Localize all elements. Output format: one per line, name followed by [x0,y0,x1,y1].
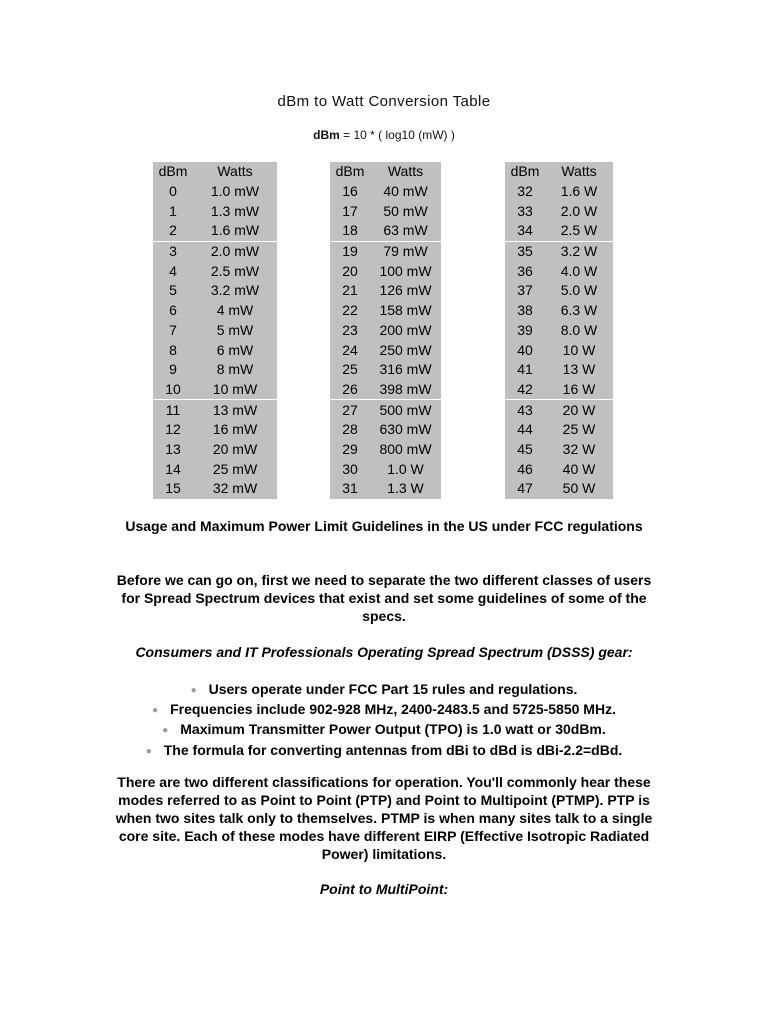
table-row [330,221,441,241]
dbm-cell: 2 [169,222,177,239]
table-row [153,459,277,479]
dbm-cell: 20 [342,262,358,279]
watts-cell: 1.6 mW [210,222,260,239]
watts-cell: 1.6 W [560,183,598,200]
page-title: dBm to Watt Conversion Table [277,93,491,110]
table-row [505,321,613,341]
point-to-multipoint-heading: Point to MultiPoint: [319,881,449,897]
intro-paragraph: Before we can go on, first we need to separate the two different classes of users for Spread Spectrum devices that exist and set some guidelines of some of the specs. [116,572,652,624]
column-header-watts: Watts [561,163,597,180]
table-row [153,221,277,241]
table-row [153,420,277,440]
bullet-icon: ● [162,725,169,737]
dbm-cell: 10 [165,380,181,397]
table-row [153,182,277,202]
conversion-table-3 [505,162,613,499]
table-row [153,479,277,499]
watts-cell: 40 mW [383,183,428,200]
table-header-row [153,162,277,182]
watts-cell: 32 mW [212,480,258,497]
dbm-cell: 15 [165,480,181,497]
dbm-cell: 8 [169,341,177,358]
table-row [330,340,441,360]
table-row [505,241,613,261]
watts-cell: 25 W [562,421,596,438]
watts-cell: 200 mW [379,321,432,338]
dbm-cell: 9 [169,361,177,378]
watts-cell: 4 mW [216,302,254,319]
table-row [505,301,613,321]
watts-cell: 40 W [562,460,596,477]
table-row [505,201,613,221]
consumer-heading: Consumers and IT Professionals Operating Spread Spectrum (DSSS) gear: [135,644,633,660]
watts-cell: 4.0 W [560,262,598,279]
watts-cell: 63 mW [383,222,428,239]
list-item [110,700,658,720]
column-header-dbm: dBm [510,163,540,180]
watts-cell: 20 mW [212,440,258,457]
dbm-cell: 32 [517,183,533,200]
formula-expression: = 10 * ( log10 (mW) ) [339,128,455,142]
dbm-cell: 13 [165,440,181,457]
table-header-row [330,162,441,182]
dbm-cell: 6 [169,302,177,319]
dbm-cell: 47 [517,480,533,497]
dbm-cell: 1 [169,202,177,219]
watts-cell: 8.0 W [560,321,598,338]
list-item-text: Maximum Transmitter Power Output (TPO) is 1.0 watt or 30dBm. [180,721,606,738]
watts-cell: 3.2 mW [210,282,260,299]
watts-cell: 10 W [562,341,596,358]
dbm-cell: 44 [517,421,533,438]
watts-cell: 10 mW [212,380,258,397]
watts-cell: 2.0 mW [193,241,277,261]
table-row [330,400,441,420]
column-header-dbm: dBm [335,163,365,180]
watts-cell: 16 mW [212,421,258,438]
table-row [505,182,613,202]
dbm-cell: 25 [342,361,358,378]
list-item [110,720,658,740]
table-row [153,340,277,360]
table-row [505,420,613,440]
watts-cell: 316 mW [379,361,432,378]
dbm-cell: 43 [505,400,545,420]
table-row [330,420,441,440]
dbm-cell: 11 [153,400,193,420]
table-row [330,241,441,261]
table-row [330,440,441,460]
dbm-cell: 41 [517,361,533,378]
dbm-cell: 5 [169,282,177,299]
dbm-cell: 17 [342,202,358,219]
dbm-cell: 18 [342,222,358,239]
dbm-cell: 30 [342,460,358,477]
dbm-cell: 4 [169,262,177,279]
table-row [330,261,441,281]
watts-cell: 2.5 mW [210,262,260,279]
dbm-cell: 42 [517,380,533,397]
dbm-cell: 29 [342,440,358,457]
list-item [110,741,658,761]
table-row [330,321,441,341]
table-row [153,400,277,420]
watts-cell: 50 W [562,480,596,497]
watts-cell: 2.0 W [560,202,598,219]
dbm-cell: 19 [330,241,370,261]
dbm-cell: 3 [153,241,193,261]
usage-heading: Usage and Maximum Power Limit Guidelines in the US under FCC regulations [125,518,643,534]
column-header-watts: Watts [217,163,253,180]
watts-cell: 25 mW [212,460,258,477]
table-row [330,459,441,479]
bullet-icon: ● [152,705,159,717]
dbm-cell: 33 [517,202,533,219]
dbm-cell: 14 [165,460,181,477]
table-row [153,301,277,321]
dbm-cell: 12 [165,421,181,438]
table-row [153,201,277,221]
table-row [153,281,277,301]
dbm-cell: 26 [342,380,358,397]
dbm-cell: 23 [342,321,358,338]
table-row [505,261,613,281]
bullet-icon: ● [190,685,197,696]
dbm-cell: 38 [517,302,533,319]
watts-cell: 800 mW [379,440,432,457]
table-row [153,321,277,341]
guidelines-list [110,680,658,761]
table-row [153,380,277,400]
dbm-cell: 27 [330,400,370,420]
watts-cell: 79 mW [370,241,441,261]
table-row [153,241,277,261]
dbm-cell: 46 [517,460,533,477]
watts-cell: 126 mW [379,282,432,299]
dbm-cell: 21 [342,282,358,299]
classification-paragraph: There are two different classifications for operation. You'll commonly hear these modes referred to as Point to Point (PTP) and Point to Multipoint (PTMP). PTP is when two sites talk only to themselves. PTMP is when many sites talk to a single core site. Each of these modes have different EIRP (Effective Isotropic Radiated Power) limitations. [115,774,653,862]
list-item [110,680,658,700]
formula-dbm-label: dBm [313,128,340,142]
watts-cell: 6 mW [216,341,254,358]
watts-cell: 8 mW [216,361,254,378]
watts-cell: 13 mW [193,400,277,420]
table-row [505,281,613,301]
table-row [505,340,613,360]
dbm-cell: 7 [169,321,177,338]
table-row [505,380,613,400]
dbm-cell: 39 [517,321,533,338]
watts-cell: 100 mW [379,262,432,279]
table-row [330,182,441,202]
table-row [505,221,613,241]
watts-cell: 1.0 W [387,460,424,477]
dbm-cell: 22 [342,302,358,319]
list-item-text: The formula for converting antennas from dBi to dBd is dBi-2.2=dBd. [163,741,623,758]
table-row [330,201,441,221]
watts-cell: 6.3 W [560,302,598,319]
conversion-table-1 [153,162,277,499]
dbm-cell: 35 [505,241,545,261]
watts-cell: 32 W [562,440,596,457]
watts-cell: 1.3 W [387,480,424,497]
table-row [330,479,441,499]
bullet-icon: ● [145,745,152,757]
dbm-cell: 16 [342,183,358,200]
dbm-cell: 40 [517,341,533,358]
table-row [505,400,613,420]
table-row [505,360,613,380]
table-row [330,281,441,301]
dbm-cell: 24 [342,341,358,358]
table-row [330,380,441,400]
dbm-cell: 31 [342,480,358,497]
watts-cell: 50 mW [383,202,428,219]
list-item-text: Users operate under FCC Part 15 rules and regulations. [208,681,578,697]
watts-cell: 1.0 mW [210,183,260,200]
watts-cell: 1.3 mW [210,202,260,219]
table-row [330,360,441,380]
watts-cell: 2.5 W [560,222,598,239]
table-row [505,479,613,499]
dbm-cell: 34 [517,222,533,239]
table-row [330,301,441,321]
watts-cell: 250 mW [379,341,432,358]
column-header-dbm: dBm [158,163,188,180]
watts-cell: 16 W [562,380,596,397]
table-row [505,440,613,460]
watts-cell: 20 W [545,400,613,420]
formula-line [0,128,768,142]
dbm-cell: 36 [517,262,533,279]
watts-cell: 398 mW [379,380,432,397]
table-row [153,360,277,380]
watts-cell: 630 mW [379,421,432,438]
conversion-table-2 [330,162,441,499]
dbm-cell: 28 [342,421,358,438]
dbm-cell: 0 [169,183,177,200]
table-row [153,440,277,460]
dbm-cell: 37 [517,282,533,299]
dbm-cell: 45 [517,440,533,457]
watts-cell: 3.2 W [545,241,613,261]
table-row [153,261,277,281]
watts-cell: 158 mW [379,302,432,319]
list-item-text: Frequencies include 902-928 MHz, 2400-2483.5 and 5725-5850 MHz. [170,701,616,718]
watts-cell: 5.0 W [560,282,598,299]
table-row [505,459,613,479]
watts-cell: 5 mW [216,321,254,338]
watts-cell: 500 mW [370,400,441,420]
watts-cell: 13 W [562,361,596,378]
column-header-watts: Watts [387,163,424,180]
table-header-row [505,162,613,182]
